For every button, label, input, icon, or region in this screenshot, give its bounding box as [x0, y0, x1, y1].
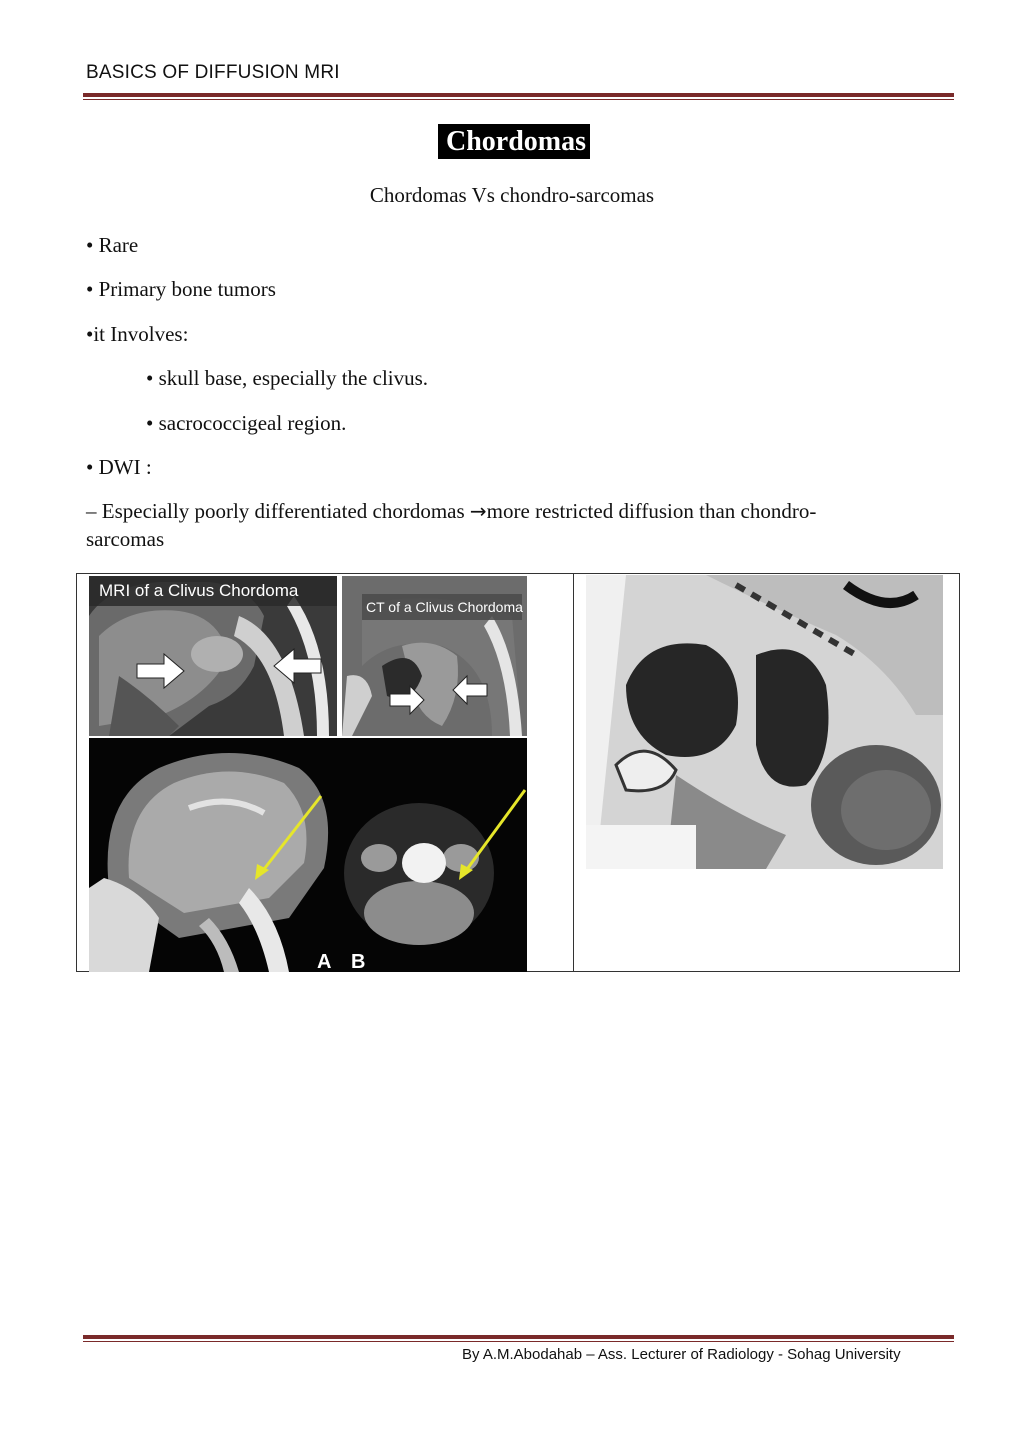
bullet-primary-bone-tumors: • Primary bone tumors	[86, 277, 276, 301]
panel-label-a: A	[317, 951, 332, 972]
footer-rule-thin	[83, 1341, 954, 1342]
sub-bullet-skull-base: • skull base, especially the clivus.	[146, 366, 429, 390]
panel-label-b: B	[351, 951, 366, 972]
figure-table-divider	[573, 573, 574, 972]
dwi-text-part-b: more restricted diffusion than chondro-	[486, 499, 817, 523]
header-rule-thick	[83, 93, 954, 97]
header-rule-thin	[83, 99, 954, 100]
footer-rule-thick	[83, 1335, 954, 1339]
dwi-text-part-a: – Especially poorly differentiated chordomas	[86, 499, 470, 523]
mri-image-label: MRI of a Clivus Chordoma	[99, 581, 299, 600]
bullet-it-involves: •it Involves:	[86, 322, 189, 346]
sacrococcygeal-chordoma-mri-image	[586, 575, 943, 869]
ct-image-label: CT of a Clivus Chordoma	[366, 599, 523, 615]
dwi-description-line1	[86, 499, 816, 524]
dwi-description-line2: sarcomas	[86, 527, 165, 551]
section-title: Chordomas	[438, 124, 590, 159]
mri-dwi-comparison-image	[89, 738, 527, 972]
right-arrow-icon: →	[469, 499, 487, 523]
mri-clivus-chordoma-image	[89, 576, 337, 736]
footer-credit: By A.M.Abodahab – Ass. Lecturer of Radiology - Sohag University	[462, 1346, 901, 1363]
bullet-rare: • Rare	[86, 233, 139, 257]
section-subtitle: Chordomas Vs chondro-sarcomas	[369, 183, 655, 207]
page-header-title: BASICS OF DIFFUSION MRI	[86, 62, 340, 83]
ct-clivus-chordoma-image	[342, 576, 527, 736]
sub-bullet-sacrococcigeal: • sacrococcigeal region.	[146, 411, 347, 435]
bullet-dwi: • DWI :	[86, 455, 152, 479]
